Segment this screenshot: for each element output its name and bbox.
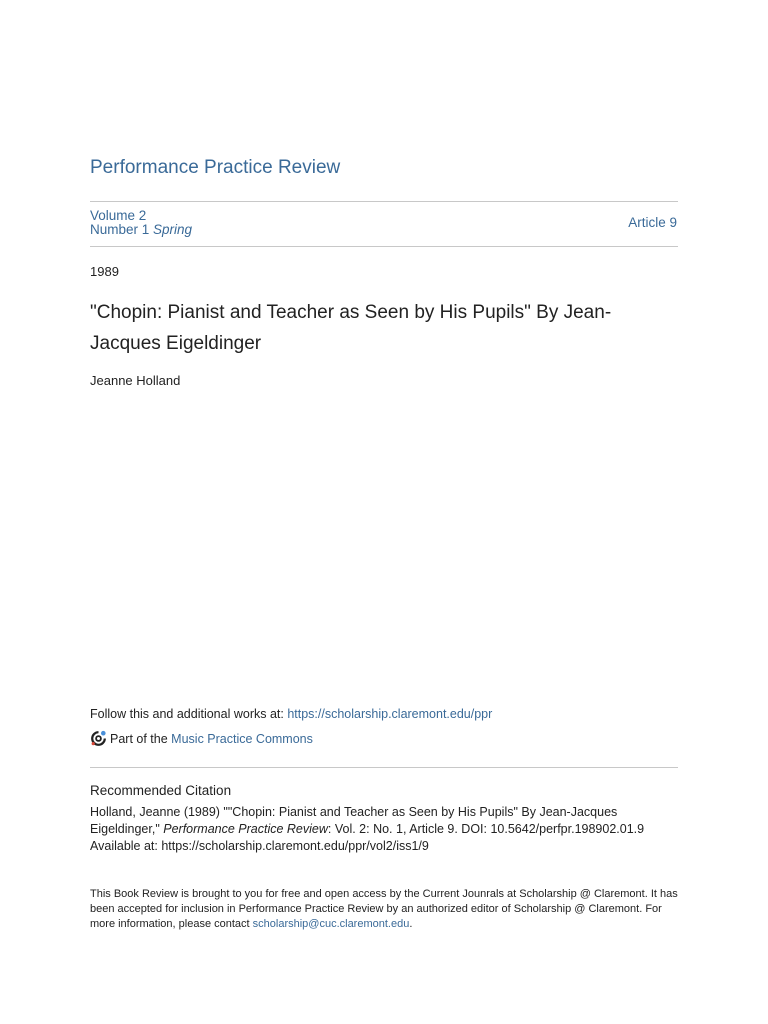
bottom-divider: [90, 246, 678, 247]
access-note-text: This Book Review is brought to you for free and open access by the Current Jounrals at Scholarship @ Claremont. It has been accepted for inclusion in Performance Practice Review by an authorized editor of Scholarship @ Claremont. For more information, please contact: [90, 888, 678, 930]
number-label: Number 1: [90, 222, 150, 237]
access-note: [90, 887, 680, 932]
citation-body: [90, 804, 680, 855]
publication-year: 1989: [90, 264, 119, 279]
music-practice-commons-link[interactable]: Music Practice Commons: [171, 731, 313, 746]
follow-prefix: Follow this and additional works at:: [90, 707, 288, 721]
network-icon: [90, 730, 107, 747]
season-label: Spring: [153, 222, 193, 237]
access-note-end: .: [409, 918, 413, 930]
citation-journal: Performance Practice Review: [163, 822, 328, 836]
author-name: Jeanne Holland: [90, 373, 181, 388]
article-number-link[interactable]: Article 9: [628, 215, 677, 230]
part-of-line: [90, 730, 313, 747]
top-divider: [90, 201, 678, 202]
number-link[interactable]: [90, 223, 192, 237]
contact-email-link[interactable]: scholarship@cuc.claremont.edu: [252, 918, 410, 930]
part-of-prefix: Part of the: [110, 731, 168, 746]
citation-heading: Recommended Citation: [90, 783, 232, 798]
journal-title-link[interactable]: Performance Practice Review: [90, 157, 341, 178]
volume-link[interactable]: Volume 2: [90, 208, 147, 223]
collection-url-link[interactable]: https://scholarship.claremont.edu/ppr: [287, 707, 493, 721]
citation-available: Available at: https://scholarship.claremont.edu/ppr/vol2/iss1/9: [90, 839, 429, 853]
citation-divider: [90, 767, 678, 768]
citation-details: : Vol. 2: No. 1, Article 9. DOI: 10.5642/perfpr.198902.01.9: [327, 822, 645, 836]
article-title: "Chopin: Pianist and Teacher as Seen by His Pupils" By Jean-Jacques Eigeldinger: [90, 302, 612, 354]
citation-text: Holland, Jeanne (1989) ""Chopin: Pianist and Teacher as Seen by His Pupils" By Jean-Jacques Eigeldinger,": [90, 805, 618, 836]
follow-line: [90, 707, 492, 721]
issue-info: [90, 209, 192, 237]
